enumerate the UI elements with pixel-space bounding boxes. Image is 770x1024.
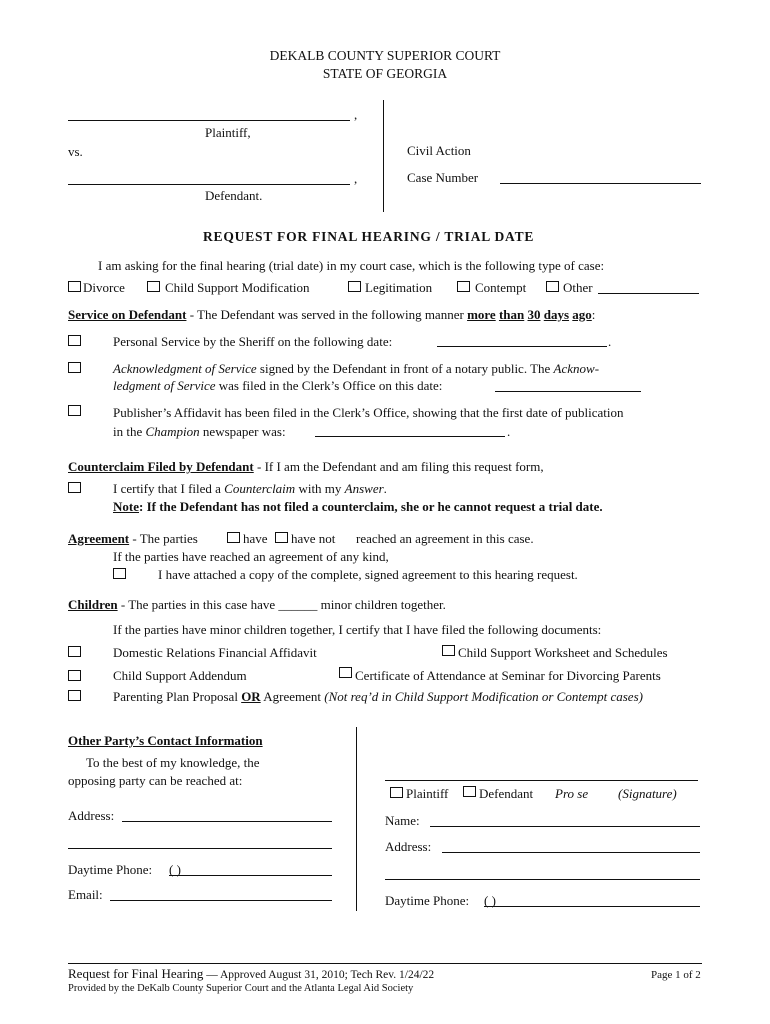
- ack-italic2: Acknow-: [553, 361, 600, 376]
- publication-date-field[interactable]: [315, 436, 505, 437]
- certify-mid: with my: [295, 481, 345, 496]
- doc-financial-affidavit: Domestic Relations Financial Affidavit: [113, 645, 317, 660]
- defendant-name-line[interactable]: [68, 184, 350, 185]
- pro-se-label: Pro se: [555, 786, 589, 801]
- service-heading: Service on Defendant: [68, 307, 187, 322]
- agreement-have-not-checkbox[interactable]: [275, 532, 288, 543]
- vs-label: vs.: [68, 144, 83, 159]
- children-text: - The parties in this case have ______ minor children together.: [117, 597, 446, 612]
- page-number: Page 1 of 2: [651, 969, 701, 981]
- other-party-email-label: Email:: [68, 887, 103, 902]
- other-party-heading: Other Party’s Contact Information: [68, 733, 263, 748]
- service-colon: :: [591, 307, 596, 322]
- other-party-address-field-2[interactable]: [68, 848, 332, 849]
- contempt-checkbox[interactable]: [457, 281, 470, 292]
- pub2-post: newspaper was:: [199, 424, 286, 439]
- civil-action-label: Civil Action: [407, 143, 471, 158]
- signer-phone-label: Daytime Phone:: [385, 893, 470, 908]
- signer-defendant-checkbox[interactable]: [463, 786, 476, 797]
- footer-title: Request for Final Hearing: [68, 966, 204, 981]
- other-party-address-field[interactable]: [122, 821, 332, 822]
- note-text: : If the Defendant has not filed a counterclaim, she or he cannot request a trial date.: [139, 499, 603, 514]
- other-party-line-1: To the best of my knowledge, the: [86, 755, 260, 770]
- counterclaim-heading: Counterclaim Filed by Defendant: [68, 459, 254, 474]
- agreement-have-label: have: [243, 531, 268, 546]
- publication-text-2: [113, 424, 286, 440]
- signer-address-label: Address:: [385, 839, 432, 854]
- signer-defendant-label: Defendant: [479, 786, 534, 801]
- agreement-line-2: If the parties have reached an agreement of any kind,: [113, 549, 389, 564]
- signer-plaintiff-label: Plaintiff: [406, 786, 449, 801]
- signature-line[interactable]: [385, 780, 698, 781]
- signer-name-field[interactable]: [430, 826, 700, 827]
- plaintiff-label: Plaintiff,: [205, 125, 251, 140]
- counterclaim-note: [113, 499, 603, 515]
- signer-phone-field[interactable]: [484, 906, 700, 907]
- other-party-address-label: Address:: [68, 808, 115, 823]
- other-party-phone-paren: ( ): [169, 862, 181, 877]
- child-support-modification-checkbox[interactable]: [147, 281, 160, 292]
- other-party-phone-field[interactable]: [169, 875, 332, 876]
- agreement-heading: Agreement: [68, 531, 130, 546]
- signature-label: (Signature): [618, 786, 677, 801]
- other-party-line-2: opposing party can be reached at:: [68, 773, 243, 788]
- acknowledgment-checkbox[interactable]: [68, 362, 81, 373]
- agreement-heading-line: [68, 531, 198, 547]
- personal-service-text: Personal Service by the Sheriff on the following date:: [113, 334, 393, 349]
- case-type-label: Divorce: [83, 280, 125, 295]
- counterclaim-text: - If I am the Defendant and am filing this request form,: [253, 459, 544, 474]
- publication-checkbox[interactable]: [68, 405, 81, 416]
- case-type-label: Other: [563, 280, 593, 295]
- caption-comma: ,: [354, 107, 358, 122]
- case-number-label: Case Number: [407, 170, 479, 185]
- signer-plaintiff-checkbox[interactable]: [390, 787, 403, 798]
- note-label: Note: [113, 499, 139, 514]
- divorce-checkbox[interactable]: [68, 281, 81, 292]
- other-checkbox[interactable]: [546, 281, 559, 292]
- caption-divider: [383, 100, 384, 212]
- service-section: [68, 307, 595, 323]
- service-more: more: [467, 307, 496, 322]
- seminar-certificate-checkbox[interactable]: [339, 667, 352, 678]
- doc5-pre: Parenting Plan Proposal: [113, 689, 242, 704]
- case-number-field[interactable]: [500, 183, 701, 184]
- doc-parenting-plan: [113, 689, 643, 705]
- other-party-email-field[interactable]: [110, 900, 332, 901]
- certify-italic-2: Answer: [344, 481, 384, 496]
- period: .: [608, 334, 612, 349]
- doc5-italic: (Not req’d in Child Support Modification or Contempt cases): [324, 689, 643, 704]
- agreement-post: reached an agreement in this case.: [356, 531, 534, 546]
- certify-italic-1: Counterclaim: [224, 481, 296, 496]
- signer-phone-paren: ( ): [484, 893, 496, 908]
- service-than: than: [498, 307, 525, 322]
- doc-child-support-worksheet: Child Support Worksheet and Schedules: [458, 645, 668, 660]
- footer-rule: [68, 963, 702, 964]
- legitimation-checkbox[interactable]: [348, 281, 361, 292]
- agreement-line-3: I have attached a copy of the complete, signed agreement to this hearing request.: [158, 567, 578, 582]
- counterclaim-section: [68, 459, 544, 475]
- footer-title-line: [68, 966, 434, 982]
- service-intro: - The Defendant was served in the following manner: [186, 307, 468, 322]
- doc5-post: Agreement: [260, 689, 325, 704]
- contact-divider: [356, 727, 357, 911]
- child-support-addendum-checkbox[interactable]: [68, 670, 81, 681]
- other-party-phone-label: Daytime Phone:: [68, 862, 153, 877]
- case-type-label: Legitimation: [365, 280, 433, 295]
- children-heading: Children: [68, 597, 118, 612]
- certify-end: .: [383, 481, 387, 496]
- signer-address-field-2[interactable]: [385, 879, 700, 880]
- ack-italic: Acknowledgment of Service: [113, 361, 257, 376]
- publication-text: Publisher’s Affidavit has been filed in the Clerk’s Office, showing that the first date of publication: [113, 405, 624, 420]
- case-type-label: Child Support Modification: [165, 280, 310, 295]
- child-support-worksheet-checkbox[interactable]: [442, 645, 455, 656]
- footer-provided: Provided by the DeKalb County Superior Court and the Atlanta Legal Aid Society: [68, 983, 414, 994]
- acknowledgment-text-2: [113, 378, 442, 394]
- acknowledgment-text: [113, 361, 599, 377]
- agreement-have-not-label: have not: [291, 531, 336, 546]
- personal-service-checkbox[interactable]: [68, 335, 81, 346]
- period: .: [507, 424, 511, 439]
- agreement-attached-checkbox[interactable]: [113, 568, 126, 579]
- service-days: days: [543, 307, 570, 322]
- pub2-italic: Champion: [145, 424, 200, 439]
- service-num: 30: [527, 307, 541, 322]
- ack-mid: signed by the Defendant in front of a notary public. The: [256, 361, 554, 376]
- case-type-label: Contempt: [475, 280, 527, 295]
- intro-text: I am asking for the final hearing (trial date) in my court case, which is the following type of case:: [98, 258, 605, 273]
- financial-affidavit-checkbox[interactable]: [68, 646, 81, 657]
- counterclaim-checkbox[interactable]: [68, 482, 81, 493]
- plaintiff-name-line[interactable]: [68, 120, 350, 121]
- acknowledgment-date-field[interactable]: [495, 391, 641, 392]
- parenting-plan-checkbox[interactable]: [68, 690, 81, 701]
- personal-service-date-field[interactable]: [437, 346, 607, 347]
- signer-name-label: Name:: [385, 813, 420, 828]
- signer-address-field[interactable]: [442, 852, 700, 853]
- doc5-or: OR: [241, 689, 261, 704]
- pub2-pre: in the: [113, 424, 146, 439]
- ack2-italic: ledgment of Service: [113, 378, 216, 393]
- children-section: [68, 597, 446, 613]
- ack2-text: was filed in the Clerk’s Office on this date:: [215, 378, 443, 393]
- caption-comma: ,: [354, 171, 358, 186]
- other-case-type-field[interactable]: [598, 293, 699, 294]
- page-title: REQUEST FOR FINAL HEARING / TRIAL DATE: [203, 229, 535, 244]
- agreement-pre: - The parties: [129, 531, 198, 546]
- doc-child-support-addendum: Child Support Addendum: [113, 668, 247, 683]
- certify-pre: I certify that I filed a: [113, 481, 225, 496]
- counterclaim-certify: [113, 481, 387, 497]
- footer-approved: — Approved August 31, 2010; Tech Rev. 1/24/22: [203, 969, 435, 981]
- children-line-2: If the parties have minor children together, I certify that I have filed the following documents:: [113, 622, 602, 637]
- state-name: STATE OF GEORGIA: [322, 66, 448, 81]
- agreement-have-checkbox[interactable]: [227, 532, 240, 543]
- doc-seminar-certificate: Certificate of Attendance at Seminar for Divorcing Parents: [355, 668, 661, 683]
- service-ago: ago: [572, 307, 592, 322]
- court-name: DEKALB COUNTY SUPERIOR COURT: [269, 48, 501, 63]
- defendant-label: Defendant.: [205, 188, 263, 203]
